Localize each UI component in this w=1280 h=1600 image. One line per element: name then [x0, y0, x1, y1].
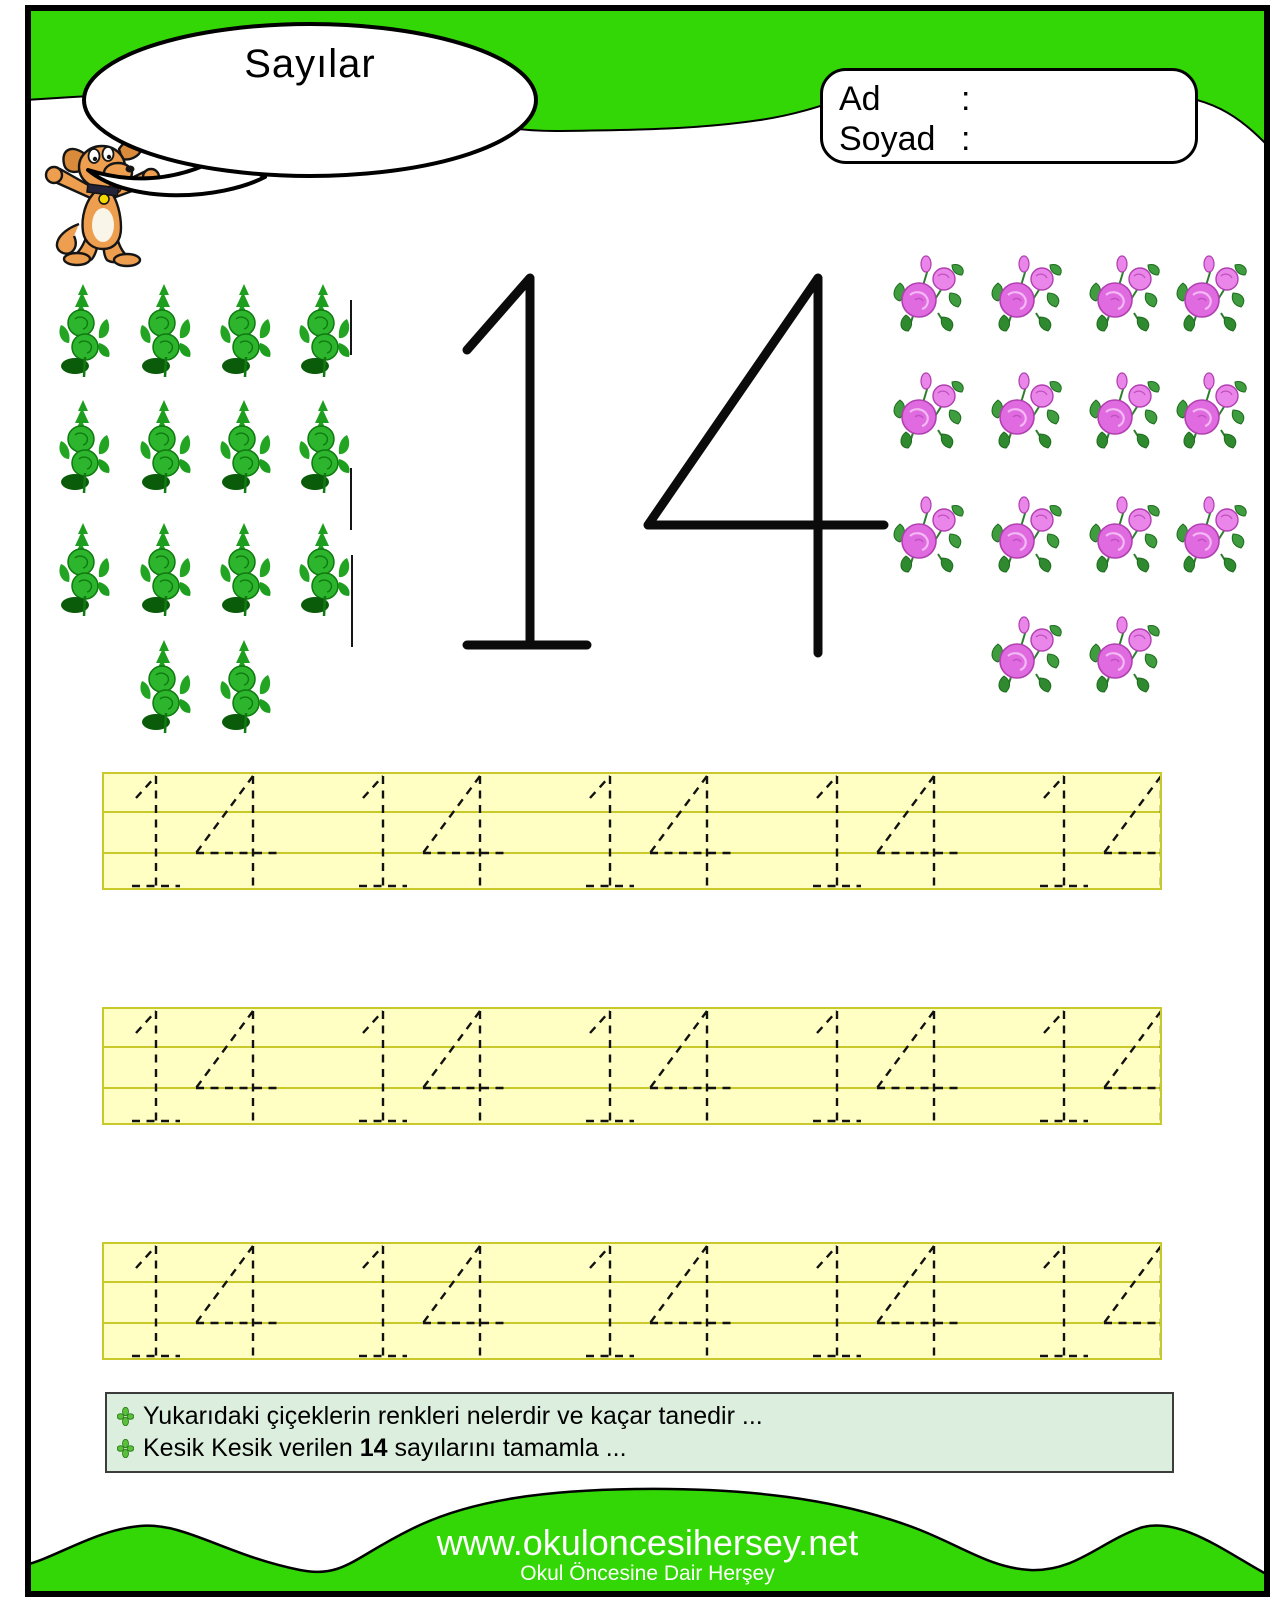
traced-number-14	[132, 1011, 280, 1121]
pink-rose-icon	[1084, 372, 1164, 462]
name-surname-box	[820, 68, 1198, 164]
green-flower-icon	[136, 283, 194, 378]
traced-number-14	[813, 1011, 961, 1121]
pink-rose-icon	[888, 372, 968, 462]
ad-colon: :	[961, 80, 971, 118]
traced-number-14	[132, 776, 280, 886]
traced-number-14	[586, 1246, 734, 1356]
traced-number-14	[1040, 776, 1160, 886]
pink-rose-icon	[1084, 496, 1164, 586]
green-flower-icon	[216, 283, 274, 378]
pink-rose-icon	[986, 255, 1066, 345]
instruction-text-1: Yukarıdaki çiçeklerin renkleri nelerdir ve kaçar tanedir ...	[143, 1402, 763, 1430]
green-flower-icon	[295, 522, 353, 617]
worksheet-title: Sayılar	[244, 42, 376, 86]
green-flower-icon	[295, 283, 353, 378]
green-flower-icon	[295, 399, 353, 494]
traced-number-14	[359, 1011, 507, 1121]
traced-number-14	[359, 776, 507, 886]
green-flower-icon	[55, 522, 113, 617]
pink-rose-icon	[1171, 372, 1251, 462]
pink-rose-icon	[986, 496, 1066, 586]
instruction-line-2	[117, 1434, 1172, 1463]
traced-number-14	[586, 776, 734, 886]
scan-artifact	[350, 300, 352, 355]
pink-rose-icon	[888, 496, 968, 586]
green-flower-grid	[55, 283, 375, 743]
instruction-box	[105, 1392, 1174, 1473]
tracing-row-2	[102, 1007, 1162, 1125]
ad-label: Ad	[839, 80, 881, 118]
green-flower-icon	[55, 283, 113, 378]
soyad-colon: :	[961, 120, 971, 158]
footer-website-url: www.okuloncesihersey.net	[436, 1522, 859, 1563]
traced-number-14	[586, 1011, 734, 1121]
instruction-line-1	[117, 1402, 1172, 1431]
tracing-row-1	[102, 772, 1162, 890]
instruction-text-2: Kesik Kesik verilen 14 sayılarını tamamla ...	[143, 1434, 627, 1462]
green-flower-icon	[55, 399, 113, 494]
green-flower-icon	[216, 639, 274, 734]
scan-artifact	[351, 555, 353, 647]
green-flower-icon	[136, 639, 194, 734]
clover-bullet-icon	[117, 1439, 134, 1458]
pink-rose-icon	[986, 616, 1066, 706]
green-flower-icon	[216, 399, 274, 494]
footer-tagline: Okul Öncesine Dair Herşey	[520, 1562, 775, 1585]
traced-number-14	[1040, 1246, 1160, 1356]
tracing-row-3	[102, 1242, 1162, 1360]
clover-bullet-icon	[117, 1407, 134, 1426]
soyad-label: Soyad	[839, 120, 936, 158]
traced-number-14	[1040, 1011, 1160, 1121]
pink-rose-icon	[1171, 255, 1251, 345]
pink-rose-icon	[888, 255, 968, 345]
big-number-14	[420, 260, 900, 670]
scan-artifact	[350, 468, 352, 530]
traced-number-14	[813, 1246, 961, 1356]
traced-number-14	[132, 1246, 280, 1356]
green-flower-icon	[216, 522, 274, 617]
surname-row	[839, 119, 1195, 159]
traced-number-14	[813, 776, 961, 886]
name-row	[839, 79, 1195, 119]
pink-rose-icon	[1084, 255, 1164, 345]
green-flower-icon	[136, 522, 194, 617]
pink-rose-grid	[888, 255, 1258, 725]
pink-rose-icon	[1171, 496, 1251, 586]
green-flower-icon	[136, 399, 194, 494]
pink-rose-icon	[1084, 616, 1164, 706]
pink-rose-icon	[986, 372, 1066, 462]
traced-number-14	[359, 1246, 507, 1356]
